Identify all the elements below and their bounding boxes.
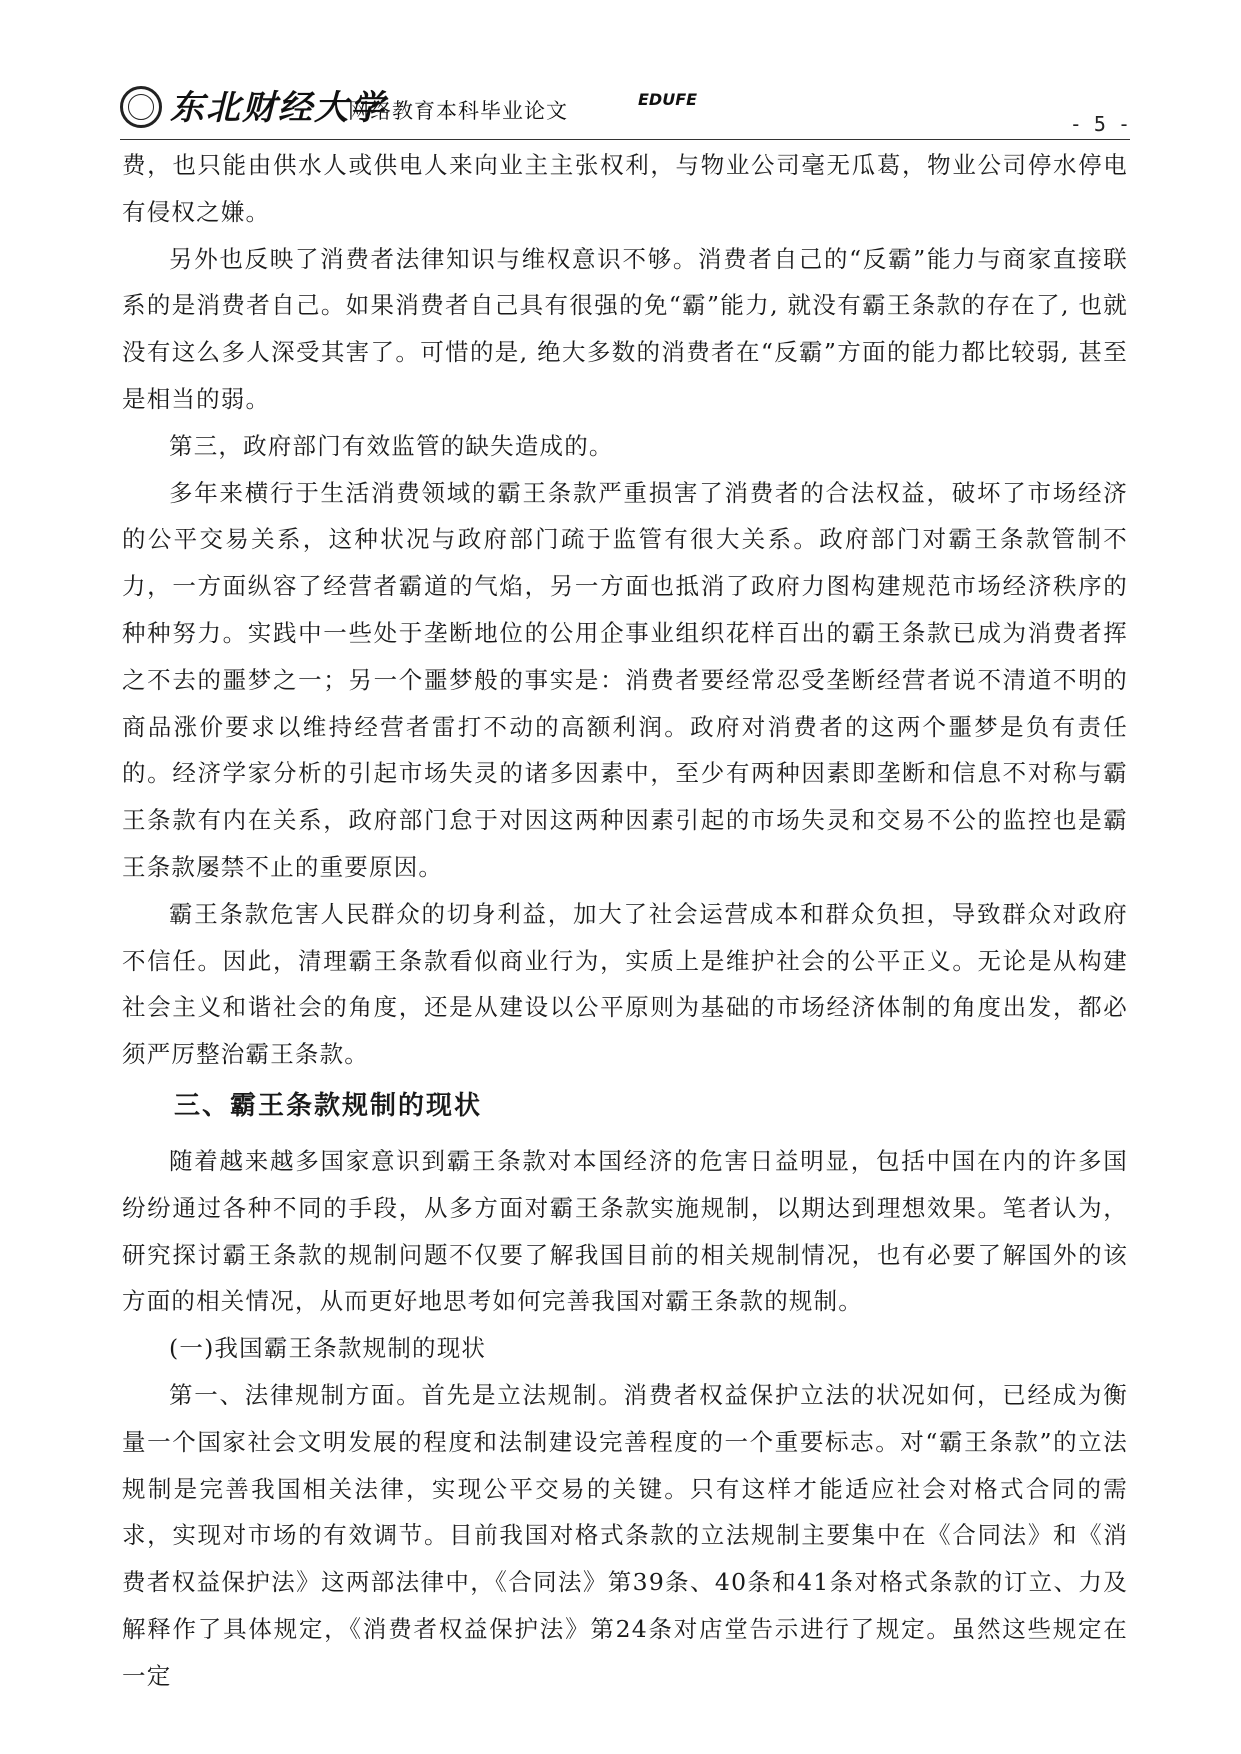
- subsection-heading: (一)我国霸王条款规制的现状: [169, 1334, 487, 1363]
- section-heading: 三、霸王条款规制的现状: [174, 1090, 483, 1121]
- paragraph: 第一、法律规制方面。首先是立法规制。消费者权益保护立法的状况如何，已经成为衡量一个国家社会文明发展的程度和法制建设完善程度的一个重要标志。对“霸王条款”的立法规制是完善我国相关法律，实现公平交易的关键。只有这样才能适应社会对格式合同的需求，实现对市场的有效调节。目前我国对格式条款的立法规制主要集中在《合同法》和《消费者权益保护法》这两部法律中，《合同法》第39条、40条和41条对格式条款的订立、力及解释作了具体规定，《消费者权益保护法》第24条对店堂告示进行了规定。虽然这些规定在一定: [122, 1380, 1128, 1690]
- document-body: [122, 142, 1128, 1700]
- paragraph: 多年来横行于生活消费领域的霸王条款严重损害了消费者的合法权益，破坏了市场经济的公平交易关系，这种状况与政府部门疏于监管有很大关系。政府部门对霸王条款管制不力，一方面纵容了经营者霸道的气焰，另一方面也抵消了政府力图构建规范市场经济秩序的种种努力。实践中一些处于垄断地位的公用企事业组织花样百出的霸王条款已成为消费者挥之不去的噩梦之一；另一个噩梦般的事实是：消费者要经常忍受垄断经营者说不清道不明的商品涨价要求以维持经营者雷打不动的高额利润。政府对消费者的这两个噩梦是负有责任的。经济学家分析的引起市场失灵的诸多因素中，至少有两种因素即垄断和信息不对称与霸王条款有内在关系，政府部门怠于对因这两种因素引起的市场失灵和交易不公的监控也是霸王条款屡禁不止的重要原因。: [122, 478, 1128, 881]
- paragraph: 另外也反映了消费者法律知识与维权意识不够。消费者自己的“反霸”能力与商家直接联系的是消费者自己。如果消费者自己具有很强的免“霸”能力, 就没有霸王条款的存在了, 也就没有这么多人深受其害了。可惜的是, 绝大多数的消费者在“反霸”方面的能力都比较弱, 甚至是相当的弱。: [122, 244, 1128, 413]
- paragraph: 随着越来越多国家意识到霸王条款对本国经济的危害日益明显，包括中国在内的许多国纷纷通过各种不同的手段，从多方面对霸王条款实施规制，以期达到理想效果。笔者认为，研究探讨霸王条款的规制问题不仅要了解我国目前的相关规制情况，也有必要了解国外的该方面的相关情况，从而更好地思考如何完善我国对霸王条款的规制。: [122, 1146, 1128, 1316]
- paragraph-continued: 费，也只能由供水人或供电人来向业主主张权利，与物业公司毫无瓜葛，物业公司停水停电有侵权之嫌。: [122, 151, 1128, 226]
- edufe-logo-mark: EDUFE: [638, 90, 698, 109]
- page-number: - 5 -: [1069, 112, 1130, 136]
- paragraph: 第三，政府部门有效监管的缺失造成的。: [169, 431, 614, 460]
- university-seal-logo: [120, 86, 162, 128]
- page-header: [120, 82, 1130, 138]
- header-divider: [120, 139, 1130, 140]
- header-subtitle: 网络教育本科毕业论文: [348, 99, 568, 123]
- university-name-logo: 东北财经大学: [170, 88, 386, 128]
- paragraph: 霸王条款危害人民群众的切身利益，加大了社会运营成本和群众负担，导致群众对政府不信任。因此，清理霸王条款看似商业行为，实质上是维护社会的公平正义。无论是从构建社会主义和谐社会的角度，还是从建设以公平原则为基础的市场经济体制的角度出发，都必须严厉整治霸王条款。: [122, 899, 1128, 1069]
